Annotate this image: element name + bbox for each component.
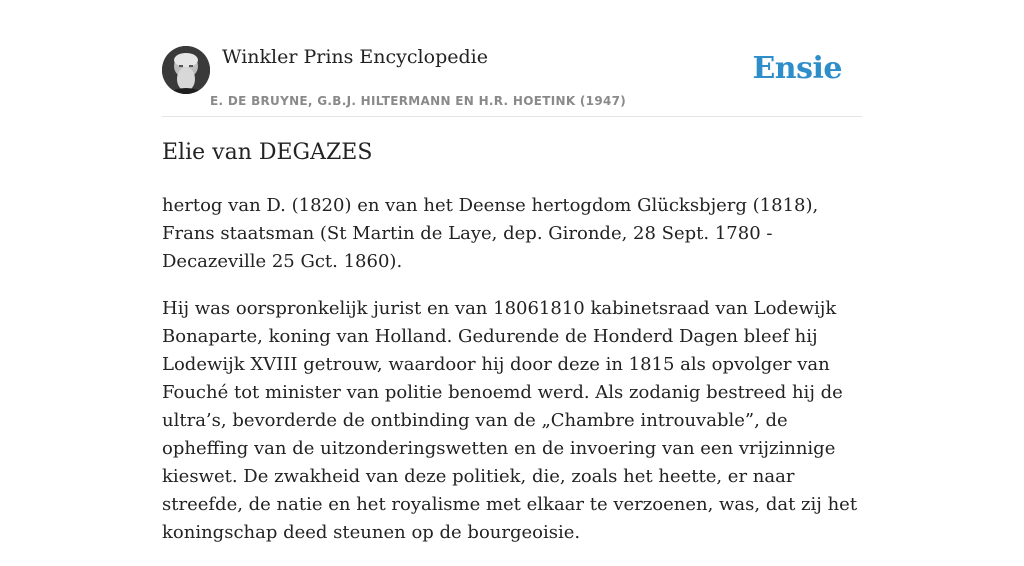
- article-title: Elie van DEGAZES: [162, 140, 373, 165]
- article-paragraph: Hij was oorspronkelijk jurist en van 18061810 kabinetsraad van Lodewijk Bonaparte, koning van Holland. Gedurende de Honderd Dagen bleef hij Lodewijk XVIII getrouw, waardoor hij door deze in 1815 als opvolger van Fouché tot minister van politie benoemd werd. Als zodanig bestreed hij de ultra’s, bevorderde de ontbinding van de „Chambre introuvable”, de opheffing van de uitzonderingswetten en de invoering van een vrijzinnige kieswet. De zwakheid van deze politiek, die, zoals het heette, er naar streefde, de natie en het royalisme met elkaar te verzoenen, was, dat zij het koningschap deed steunen op de bourgeoisie.: [162, 298, 858, 543]
- book-title[interactable]: Winkler Prins Encyclopedie: [222, 46, 488, 68]
- book-authors: E. DE BRUYNE, G.B.J. HILTERMANN EN H.R. HOETINK (1947): [210, 94, 627, 108]
- article-body: [162, 192, 862, 566]
- ensie-logo[interactable]: Ensie: [752, 51, 842, 86]
- article-paragraph: hertog van D. (1820) en van het Deense hertogdom Glücksbjerg (1818), Frans staatsman (St Martin de Laye, dep. Gironde, 28 Sept. 1780 - Decazeville 25 Gct. 1860).: [162, 195, 819, 272]
- source-header: [162, 46, 862, 117]
- author-avatar[interactable]: [162, 46, 210, 94]
- portrait-image: [162, 46, 210, 94]
